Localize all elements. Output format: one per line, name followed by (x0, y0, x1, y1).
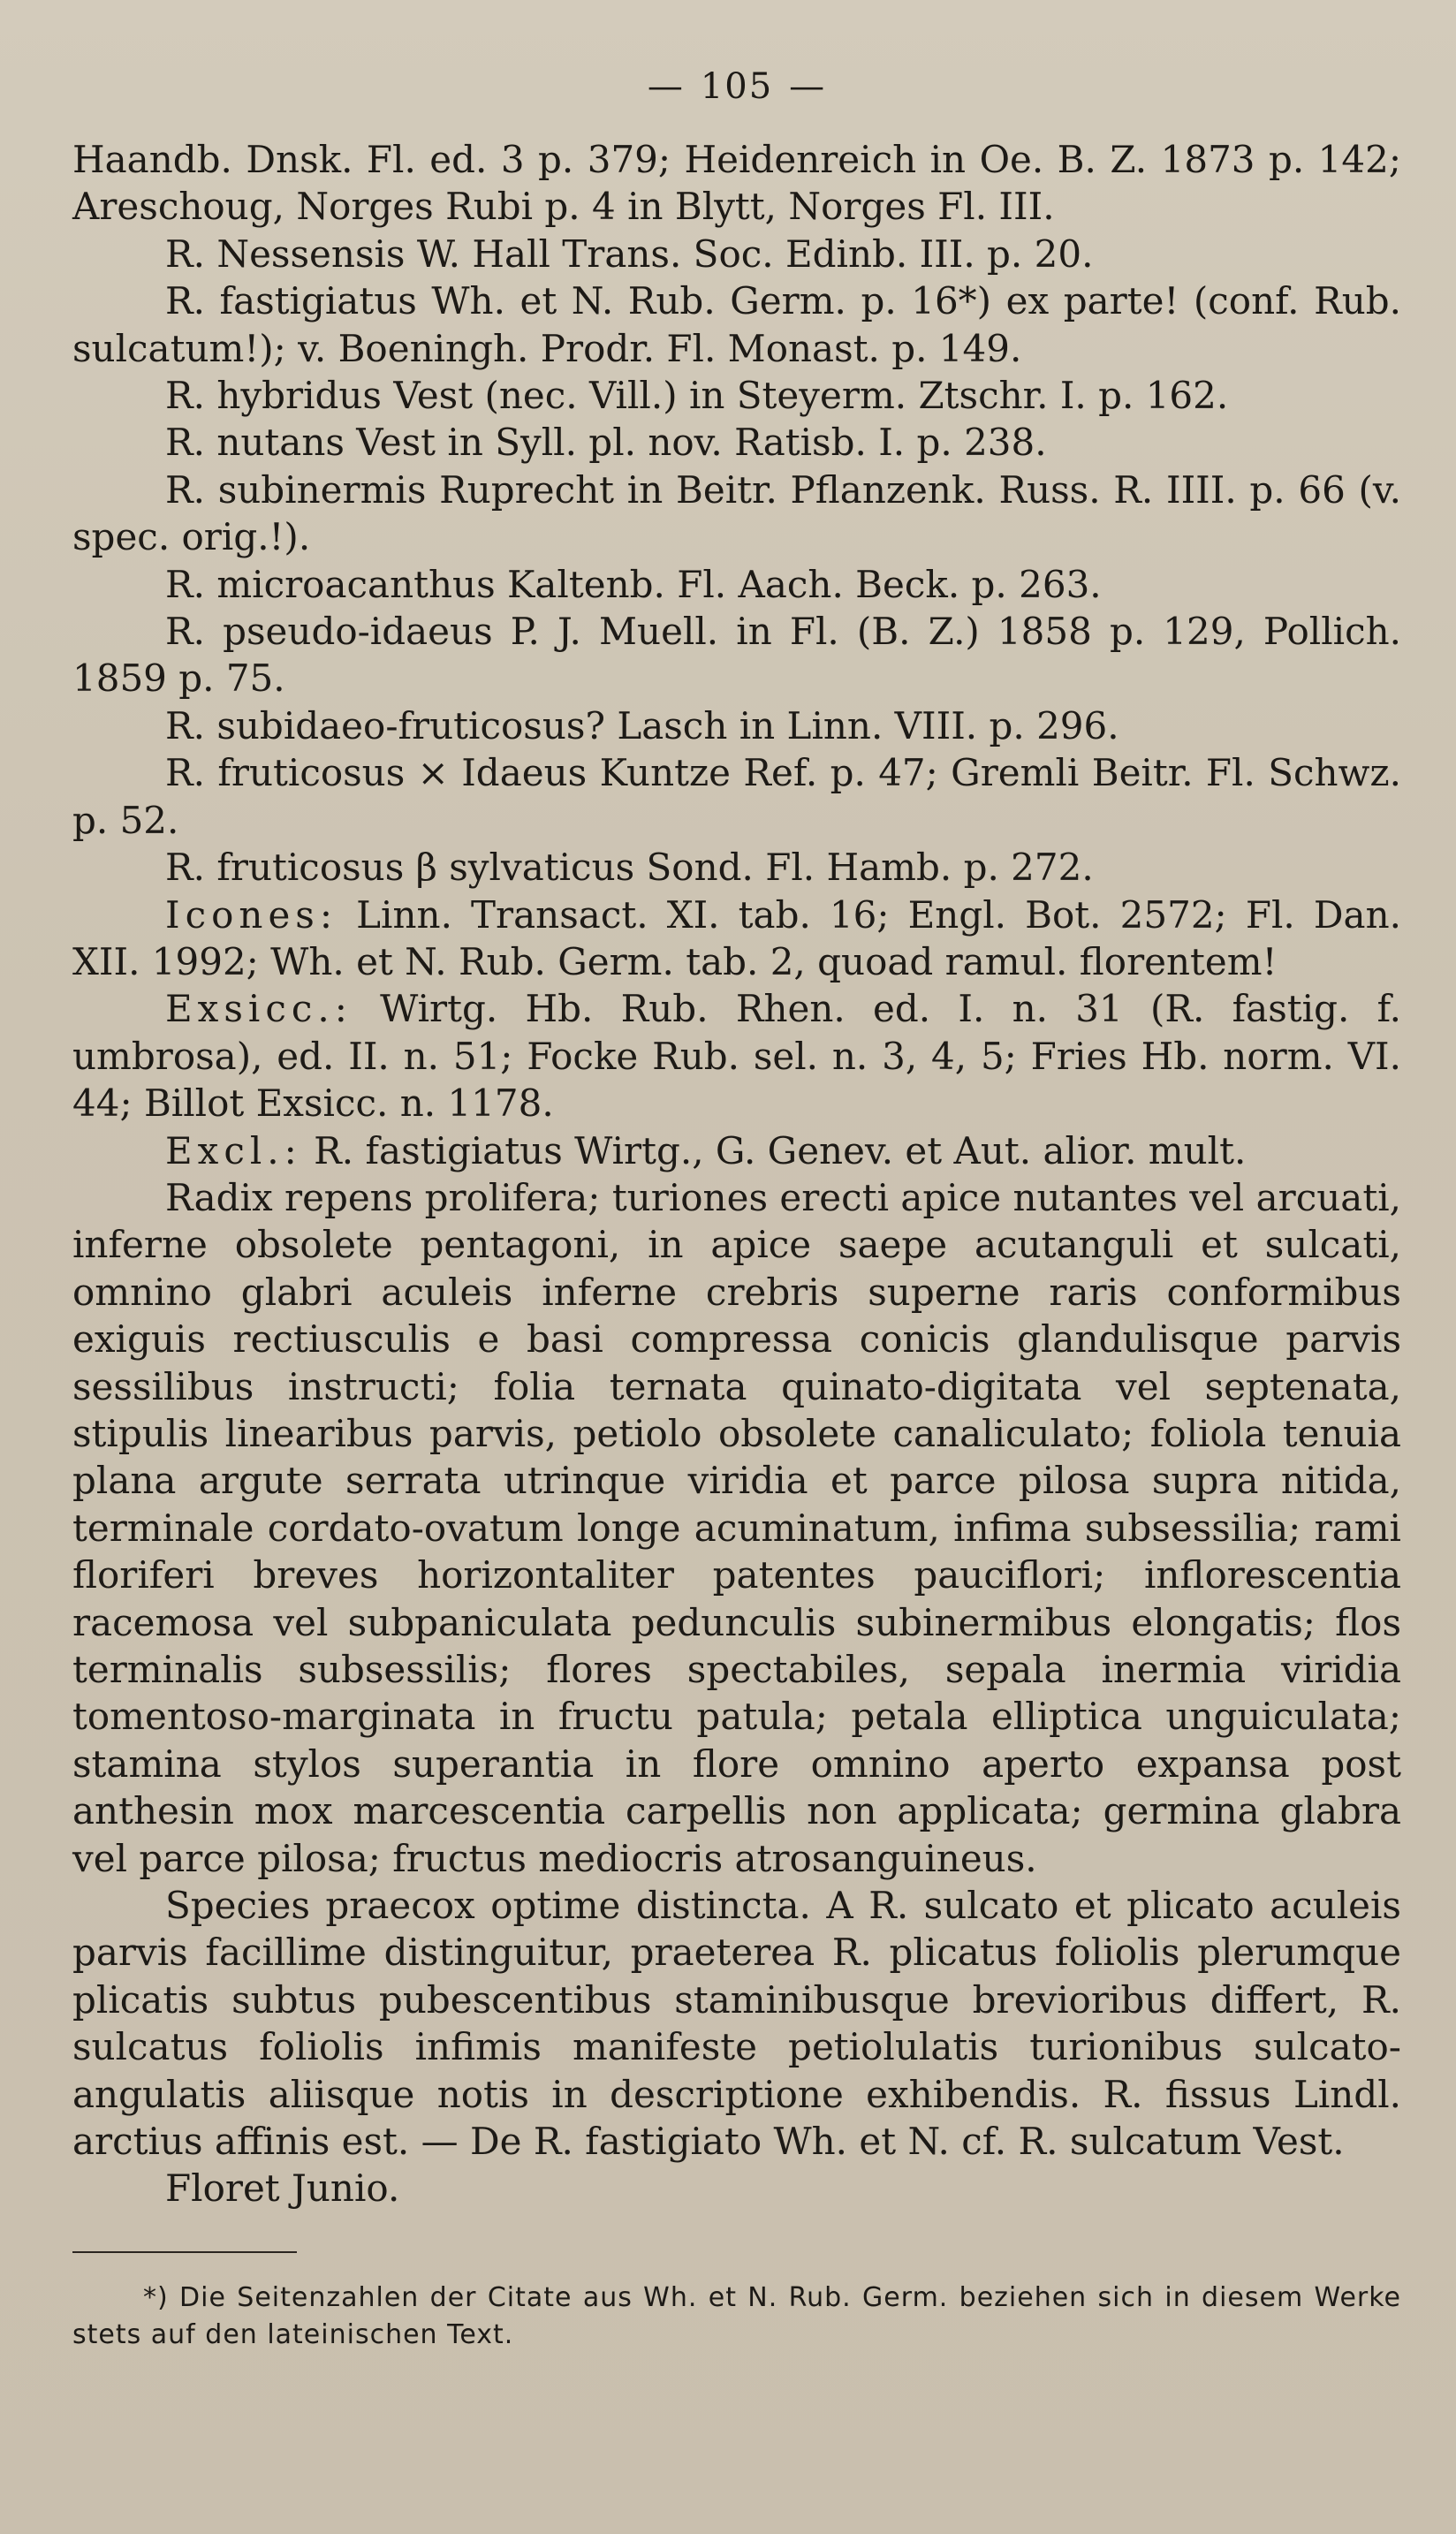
icones-paragraph (72, 891, 1401, 986)
book-page (72, 62, 1401, 2380)
remarks-paragraph: Species praecox optime distincta. A R. sulcato et plicato aculeis parvis facillime distinguitur, praeterea R. plicatus foliolis plerumque plicatis subtus pubescentibus staminibusque brevioribus differt, R. sulcatus foliolis infimis manifeste petiolulatis turionibus sulcato-angulatis aliisque notis in descriptione exhibendis. R. fissus Lindl. arctius affinis est. — De R. fastigiato Wh. et N. cf. R. sulcatum Vest. (72, 1884, 1401, 2164)
excl-paragraph (72, 1127, 1401, 1174)
page-header: — 105 — (647, 66, 827, 107)
synonym-line: R. pseudo-idaeus P. J. Muell. in Fl. (B. Z.) 1858 p. 129, Pollich. 1859 p. 75. (72, 610, 1401, 701)
synonym-line: R. subidaeo-fruticosus? Lasch in Linn. VIII. p. 296. (165, 703, 1119, 747)
excl-label: Excl.: (165, 1128, 302, 1172)
main-text (72, 136, 1401, 2212)
exsicc-label: Exsicc.: (165, 987, 353, 1031)
page-number: 105 (700, 66, 774, 107)
synonym-line: R. hybridus Vest (nec. Vill.) in Steyerm. Ztschr. I. p. 162. (165, 374, 1229, 418)
icones-label: Icones: (165, 892, 338, 937)
description-paragraph: Radix repens prolifera; turiones erecti apice nutantes vel arcuati, inferne obsolete pentagoni, in apice saepe acutanguli et sulcati, omnino glabri aculeis inferne crebris superne raris conformibus exiguis rectiusculis e basi compressa conicis glandulisque parvis sessilibus instructi; folia ternata quinato-digitata vel septenata, stipulis linearibus parvis, petiolo obsolete canaliculato; foliola tenuia plana argute serrata utrinque viridia et parce pilosa supra nitida, terminale cordato-ovatum longe acuminatum, infima subsessilia; rami floriferi breves horizontaliter patentes pauciflori; inflorescentia racemosa vel subpaniculata pedunculis subinermibus elongatis; flos terminalis subsessilis; flores spectabiles, sepala inermia viridia tomentoso-marginata in fructu patula; petala elliptica unguiculata; stamina stylos superantia in flore omnino aperto expansa post anthesin mox marcescentia carpellis non applicata; germina glabra vel parce pilosa; fructus mediocris atrosanguineus. (72, 1175, 1401, 1880)
synonym-line: R. subinermis Ruprecht in Beitr. Pflanzenk. Russ. R. IIII. p. 66 (v. spec. orig.!). (72, 467, 1401, 559)
exsicc-text: Wirtg. Hb. Rub. Rhen. ed. I. n. 31 (R. fastig. f. umbrosa), ed. II. n. 51; Focke Rub. sel. n. 3, 4, 5; Fries Hb. norm. VI. 44; Billot Exsicc. n. 1178. (72, 987, 1401, 1126)
synonym-line: R. microacanthus Kaltenb. Fl. Aach. Beck. p. 263. (165, 562, 1102, 606)
excl-text: R. fastigiatus Wirtg., G. Genev. et Aut. alior. mult. (314, 1128, 1247, 1172)
synonym-line: Haandb. Dnsk. Fl. ed. 3 p. 379; Heidenreich in Oe. B. Z. 1873 p. 142; Areschoug, Norges Rubi p. 4 in Blytt, Norges Fl. III. (72, 138, 1401, 229)
exsicc-paragraph (72, 985, 1401, 1127)
synonym-line: R. Nessensis W. Hall Trans. Soc. Edinb. III. p. 20. (165, 231, 1094, 276)
flowering-line: Floret Junio. (165, 2166, 400, 2211)
synonym-line: R. fruticosus × Idaeus Kuntze Ref. p. 47; Gremli Beitr. Fl. Schwz. p. 52. (72, 751, 1401, 842)
synonym-line: R. fastigiatus Wh. et N. Rub. Germ. p. 16*) ex parte! (conf. Rub. sulcatum!); v. Boeningh. Prodr. Fl. Monast. p. 149. (72, 279, 1401, 370)
icones-text: Linn. Transact. XI. tab. 16; Engl. Bot. 2572; Fl. Dan. XII. 1992; Wh. et N. Rub. Germ. tab. 2, quoad ramul. florentem! (72, 892, 1401, 983)
synonym-line: R. nutans Vest in Syll. pl. nov. Ratisb. I. p. 238. (165, 421, 1047, 465)
footnote-divider (72, 2251, 297, 2253)
synonym-line: R. fruticosus β sylvaticus Sond. Fl. Hamb. p. 272. (165, 846, 1094, 890)
footnote: *) Die Seitenzahlen der Citate aus Wh. et N. Rub. Germ. beziehen sich in diesem Werke stets auf den lateinischen Text. (72, 2281, 1401, 2350)
